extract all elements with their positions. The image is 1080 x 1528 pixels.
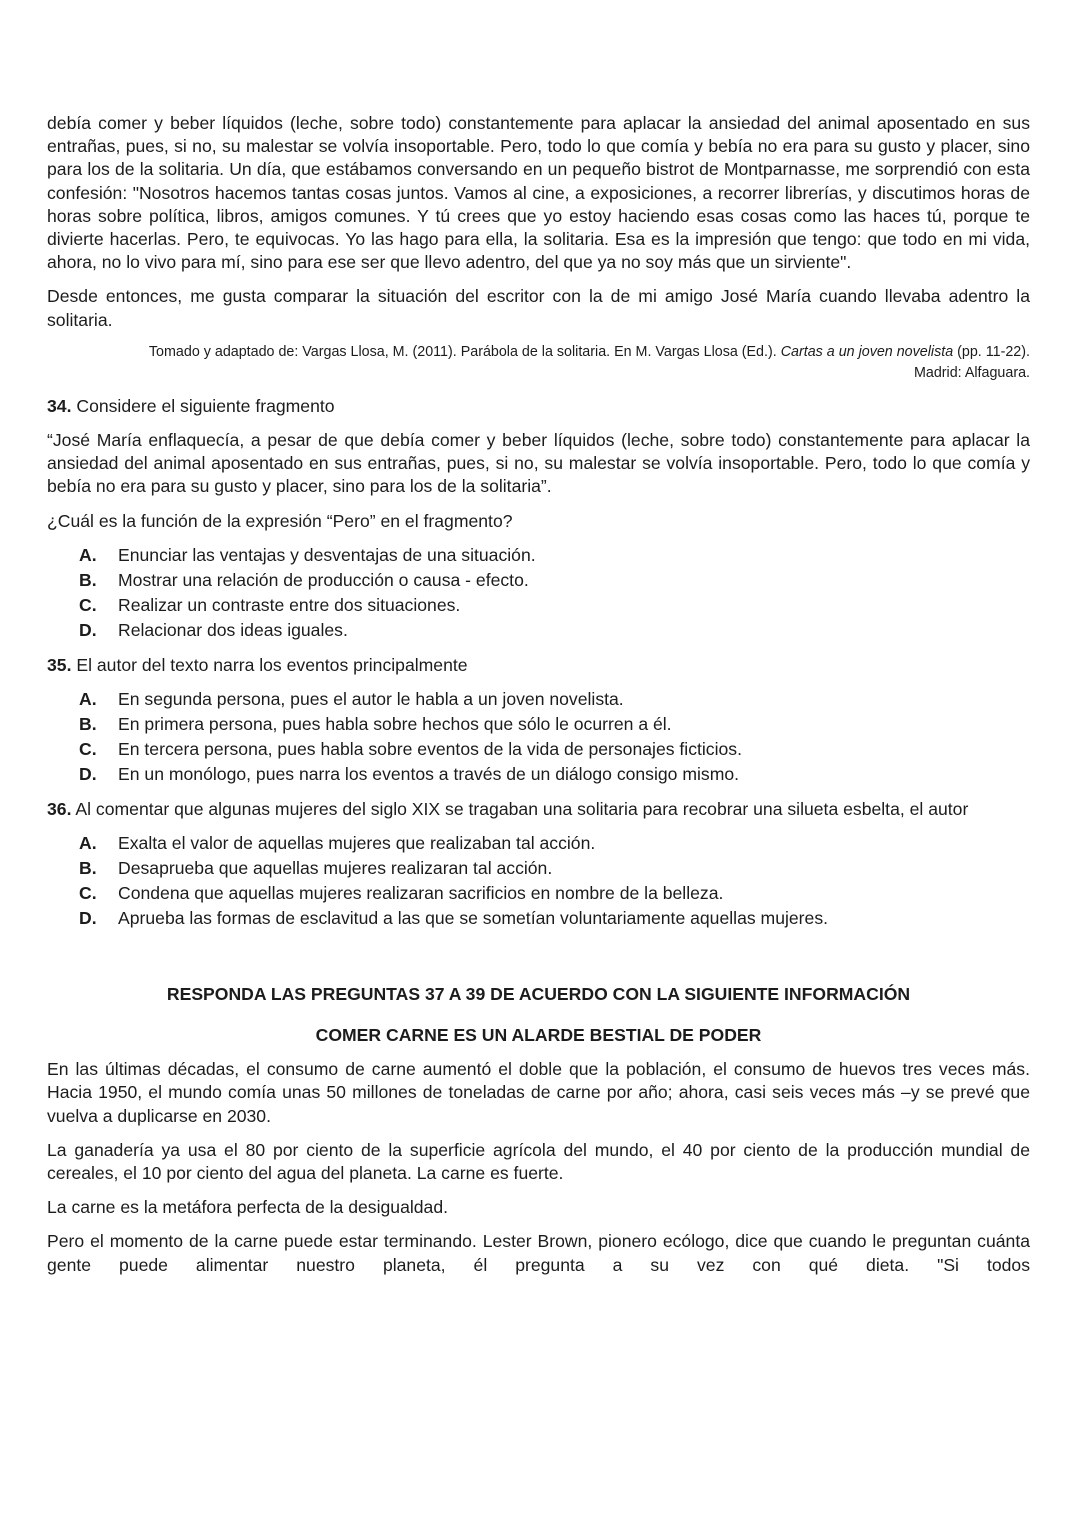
option-letter: C. <box>79 739 97 760</box>
answer-option-c[interactable] <box>79 881 1030 906</box>
question-text: Considere el siguiente fragmento <box>76 395 335 416</box>
option-text: En primera persona, pues habla sobre hechos que sólo le ocurren a él. <box>118 714 672 735</box>
question-prompt <box>47 654 1030 677</box>
option-text: Desaprueba que aquellas mujeres realizaran tal acción. <box>118 858 553 879</box>
option-text: Condena que aquellas mujeres realizaran sacrificios en nombre de la belleza. <box>118 883 724 904</box>
option-text: En segunda persona, pues el autor le habla a un joven novelista. <box>118 689 624 710</box>
answer-option-a[interactable] <box>79 687 1030 712</box>
option-text: Realizar un contraste entre dos situaciones. <box>118 594 461 615</box>
option-letter: A. <box>79 544 97 565</box>
option-letter: A. <box>79 833 97 854</box>
article-paragraph: En las últimas décadas, el consumo de carne aumentó el doble que la población, el consumo de huevos tres veces más. Hacia 1950, el mundo comía unas 50 millones de toneladas de carne por año; ahora, casi seis veces más –y se prevé que vuelva a duplicarse en 2030. <box>47 1059 1030 1126</box>
answer-option-c[interactable] <box>79 593 1030 618</box>
citation-book-title: Cartas a un joven novelista <box>780 343 954 360</box>
option-letter: B. <box>79 858 97 879</box>
answer-option-b[interactable] <box>79 856 1030 881</box>
option-letter: B. <box>79 714 97 735</box>
option-text: Enunciar las ventajas y desventajas de una situación. <box>118 544 536 565</box>
question-number: 36. <box>47 799 72 820</box>
option-text: Exalta el valor de aquellas mujeres que realizaban tal acción. <box>118 833 596 854</box>
question-number: 34. <box>47 395 72 416</box>
answer-option-d[interactable] <box>79 762 1030 787</box>
option-text: Aprueba las formas de esclavitud a las que se sometían voluntariamente aquellas mujeres. <box>118 908 829 929</box>
source-citation <box>47 342 1030 384</box>
answer-options <box>47 687 1030 787</box>
option-text: Mostrar una relación de producción o causa - efecto. <box>118 569 529 590</box>
answer-option-a[interactable] <box>79 543 1030 568</box>
question-prompt <box>47 395 1030 418</box>
option-text: Relacionar dos ideas iguales. <box>118 619 348 640</box>
answer-option-b[interactable] <box>79 568 1030 593</box>
passage-paragraph: Desde entonces, me gusta comparar la situación del escritor con la de mi amigo José María cuando llevaba adentro la solitaria. <box>47 286 1030 330</box>
question-text: Al comentar que algunas mujeres del siglo XIX se tragaban una solitaria para recobrar una silueta esbelta, el autor <box>75 799 969 820</box>
option-letter: C. <box>79 883 97 904</box>
option-letter: A. <box>79 689 97 710</box>
page-content <box>47 112 1030 1277</box>
question-stem: ¿Cuál es la función de la expresión “Pero” en el fragmento? <box>47 510 513 531</box>
option-letter: C. <box>79 594 97 615</box>
option-letter: D. <box>79 908 97 929</box>
option-letter: B. <box>79 569 97 590</box>
citation-prefix: Tomado y adaptado de: Vargas Llosa, M. (2011). Parábola de la solitaria. En M. Vargas Llosa (Ed.). <box>148 343 781 360</box>
option-text: En tercera persona, pues habla sobre eventos de la vida de personajes ficticios. <box>118 739 742 760</box>
quoted-fragment: “José María enflaquecía, a pesar de que debía comer y beber líquidos (leche, sobre todo) constantemente para aplacar la ansiedad del animal aposentado en sus entrañas, pues, si no, su malestar se volvía insoportable. Pero, todo lo que comía y bebía no era para su gusto y placer, sino para los de la solitaria”. <box>47 430 1030 497</box>
option-letter: D. <box>79 764 97 785</box>
option-letter: D. <box>79 619 97 640</box>
answer-options <box>47 543 1030 643</box>
question-35 <box>47 654 1030 787</box>
article-paragraph: La carne es la metáfora perfecta de la desigualdad. <box>47 1197 449 1218</box>
article-paragraph: Pero el momento de la carne puede estar terminando. Lester Brown, pionero ecólogo, dice que cuando le preguntan cuánta gente puede alimentar nuestro planeta, él pregunta a su vez con qué dieta. "Si todos <box>47 1231 1030 1275</box>
answer-option-d[interactable] <box>79 618 1030 643</box>
article-paragraph: La ganadería ya usa el 80 por ciento de la superficie agrícola del mundo, el 40 por ciento de la producción mundial de cereales, el 10 por ciento del agua del planeta. La carne es fuerte. <box>47 1139 1030 1184</box>
question-34 <box>47 395 1030 643</box>
question-number: 35. <box>47 654 72 675</box>
question-36 <box>47 798 1030 931</box>
passage-paragraph: debía comer y beber líquidos (leche, sobre todo) constantemente para aplacar la ansiedad del animal aposentado en sus entrañas, pues, si no, su malestar se volvía insoportable. Pero, todo lo que comía y bebía no era para su gusto y placer, sino para los de la solitaria. Un día, que estábamos conversando en un pequeño bistrot de Montparnasse, me sorprendió con esta confesión: "Nosotros hacemos tantas cosas juntos. Vamos al cine, a exposiciones, a recorrer librerías, y discutimos horas de horas sobre política, libros, amigos comunes. Y tú crees que yo estoy haciendo esas cosas como las haces tú, porque te divierte hacerlas. Pero, te equivocas. Yo las hago para ella, la solitaria. Esa es la impresión que tengo: que todo en mi vida, ahora, no lo vivo para mí, sino para ese ser que llevo adentro, del que ya no soy más que un sirviente". <box>47 113 1030 273</box>
option-text: En un monólogo, pues narra los eventos a través de un diálogo consigo mismo. <box>118 764 740 785</box>
section-title: COMER CARNE ES UN ALARDE BESTIAL DE PODER <box>315 1025 762 1046</box>
question-text: El autor del texto narra los eventos principalmente <box>71 654 468 675</box>
answer-option-d[interactable] <box>79 906 1030 931</box>
citation-suffix: (pp. 11-22). Madrid: Alfaguara. <box>913 343 1030 381</box>
answer-option-b[interactable] <box>79 712 1030 737</box>
answer-option-a[interactable] <box>79 831 1030 856</box>
question-prompt <box>47 798 1030 821</box>
section-instruction: RESPONDA LAS PREGUNTAS 37 A 39 DE ACUERDO CON LA SIGUIENTE INFORMACIÓN <box>166 984 911 1005</box>
answer-option-c[interactable] <box>79 737 1030 762</box>
answer-options <box>47 831 1030 931</box>
